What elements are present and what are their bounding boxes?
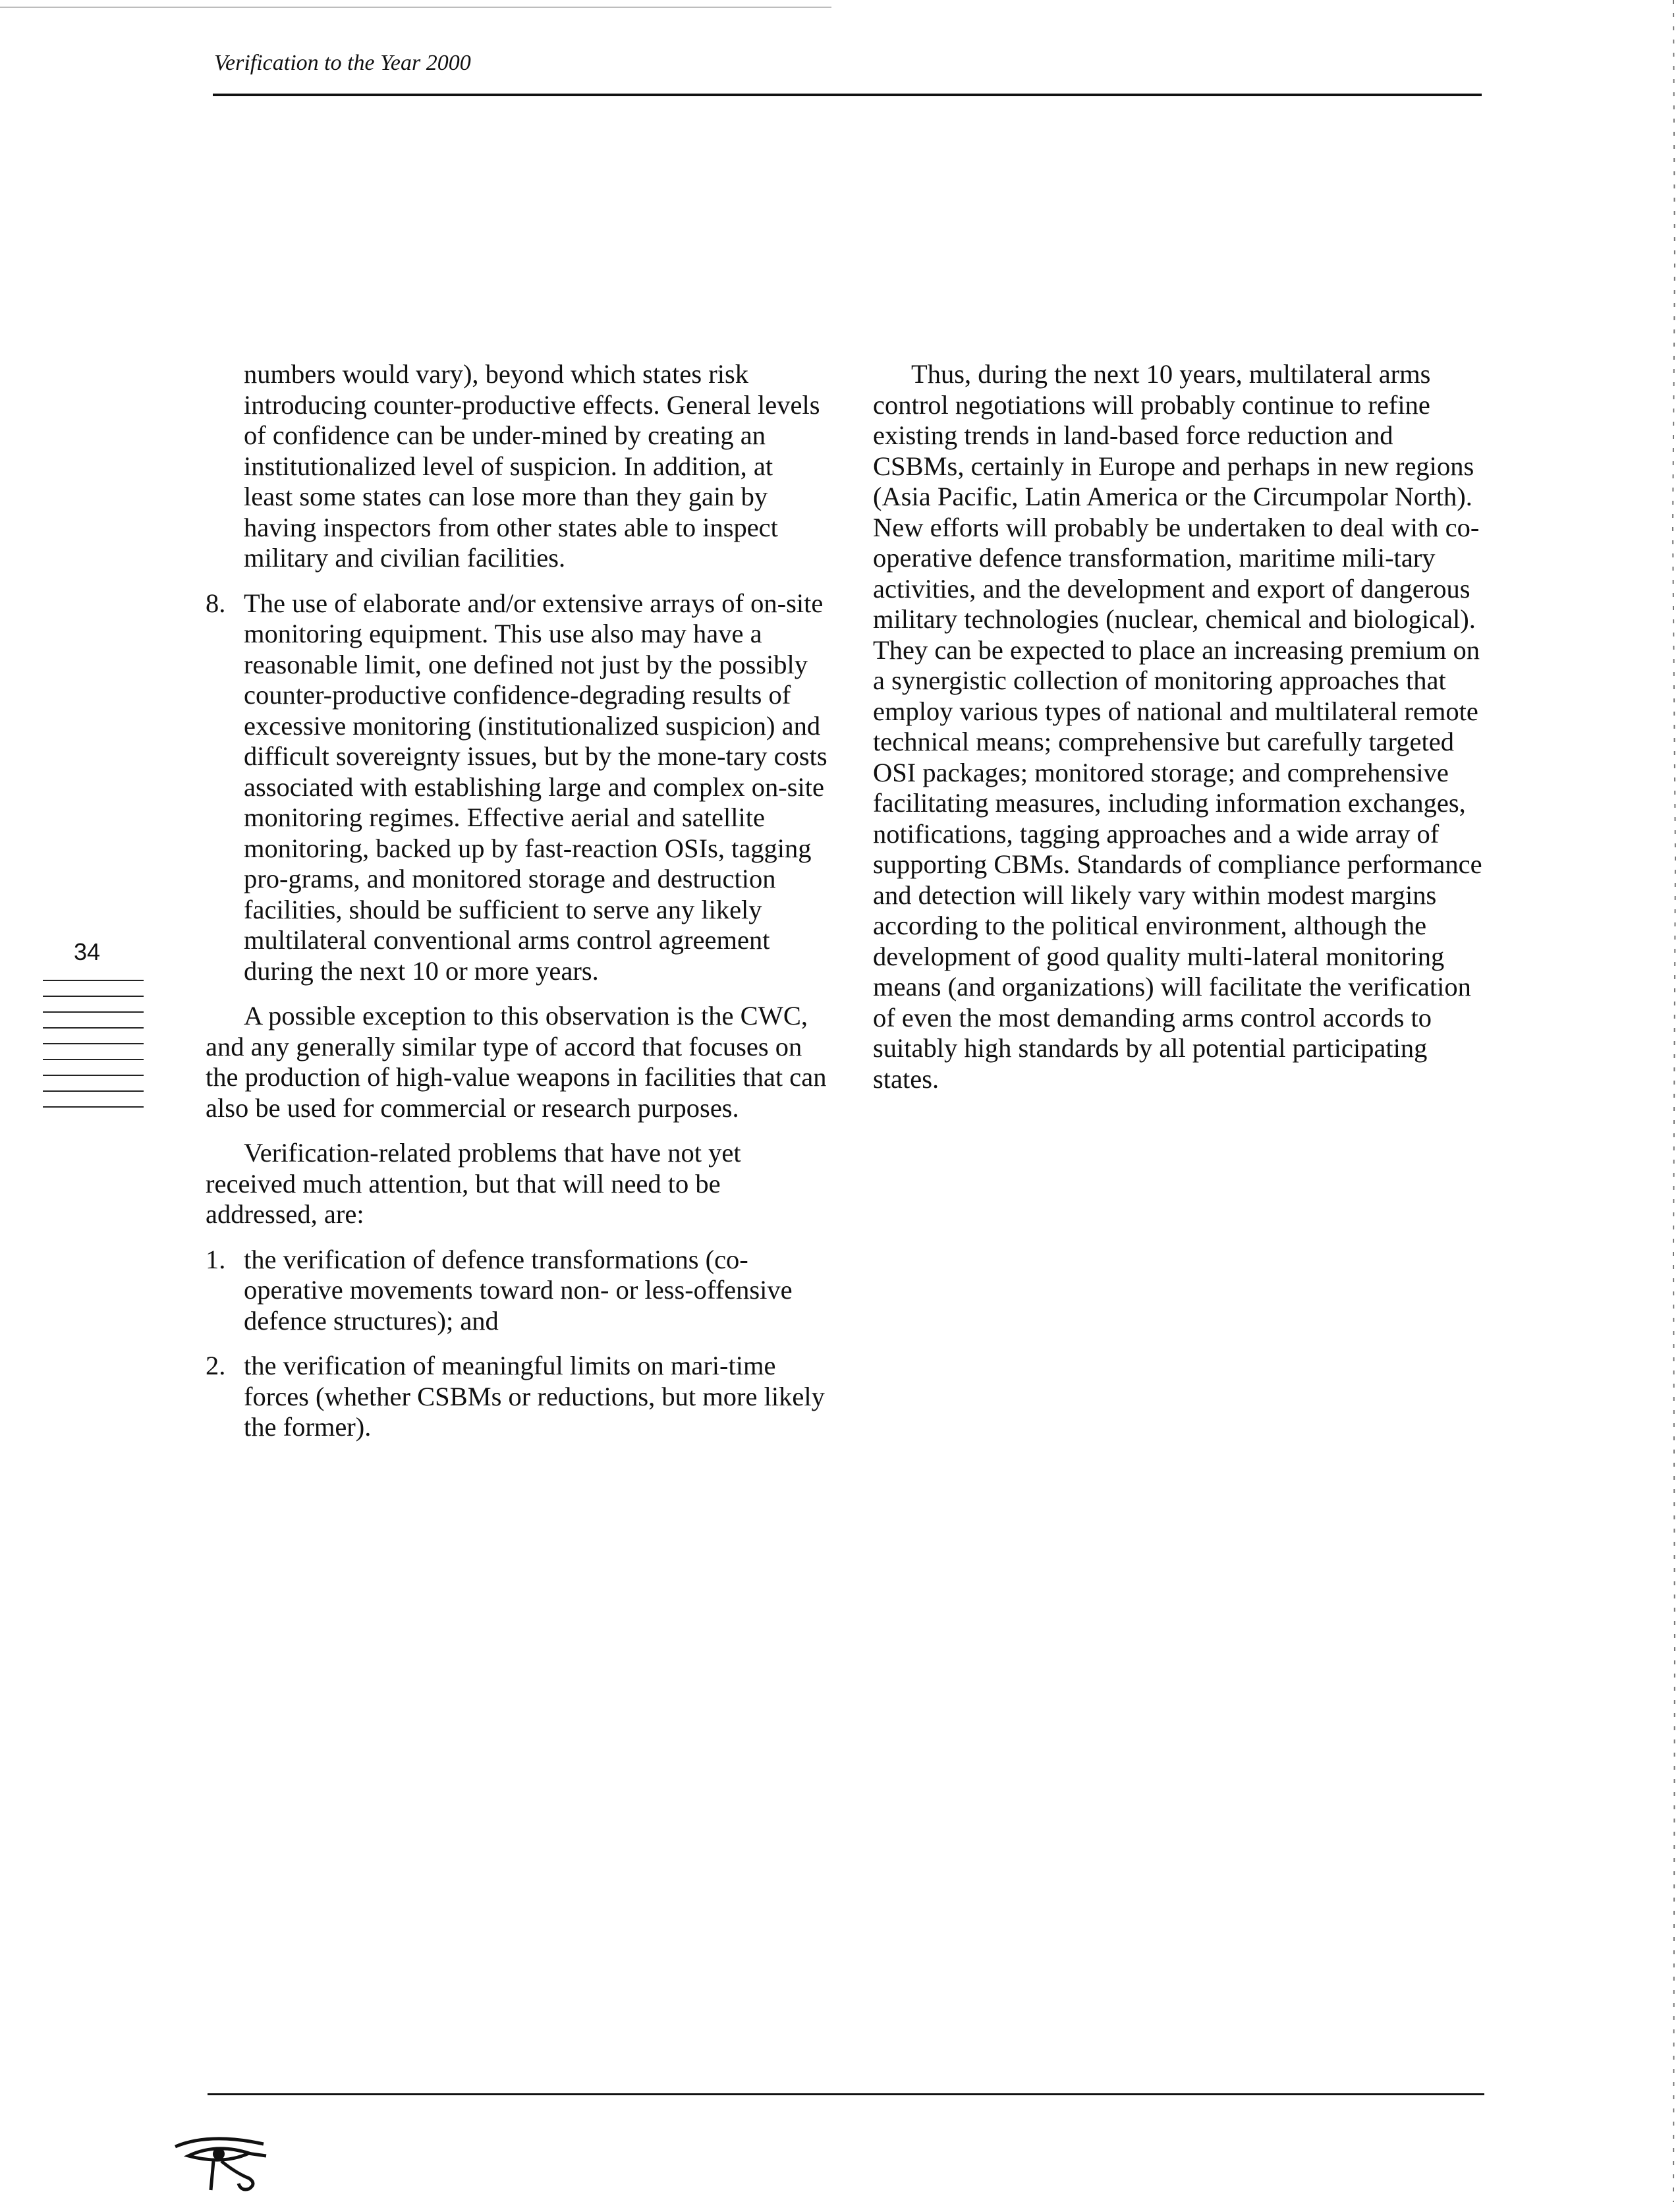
summary-paragraph: Thus, during the next 10 years, multilateral arms control negotiations will probably continue to refine existing trends in land-based force reduction and CSBMs, certainly in Europe and perhaps in new regions (Asia Pacific, Latin America or the Circumpolar North). New efforts will probably be undertaken to deal with co-operative defence transformation, maritime mili-tary activities, and the development and export of dangerous military technologies (nuclear, chemical and biological). They can be expected to place an increasing premium on a synergistic collection of monitoring approaches that employ various types of national and multilateral remote technical means; comprehensive but carefully targeted OSI packages; monitored storage; and comprehensive facilitating measures, including information exchanges, notifications, tagging approaches and a wide array of supporting CBMs. Standards of compliance performance and detection will likely vary within modest margins according to the political environment, although the development of good quality multi-lateral monitoring means (and organizations) will facilitate the verification of even the most demanding arms control accords to suitably high standards by all potential participating states. [873, 359, 1482, 1094]
numbered-item-8 [206, 588, 828, 987]
margin-rule [43, 1075, 144, 1076]
margin-rule [43, 980, 144, 981]
list-item-1 [206, 1245, 828, 1337]
margin-rule [43, 1090, 144, 1092]
eye-of-horus-icon [170, 2127, 269, 2193]
item-number: 8. [206, 588, 226, 618]
item-number: 2. [206, 1351, 226, 1380]
margin-rule [43, 1106, 144, 1108]
problems-paragraph: Verification-related problems that have not yet received much attention, but that will need to be addressed, are: [206, 1138, 741, 1229]
item-text: The use of elaborate and/or extensive arrays of on-site monitoring equipment. This use also may have a reasonable limit, one defined not just by the possibly counter-productive confidence-degrading results of excessive monitoring (institutionalized suspicion) and difficult sovereignty issues, but by the mone-tary costs associated with establishing large and complex on-site monitoring regimes. Effective aerial and satellite monitoring, backed up by fast-reaction OSIs, tagging pro-grams, and monitored storage and destruction facilities, should be sufficient to serve any likely multilateral conventional arms control agreement during the next 10 or more years. [244, 588, 827, 986]
header-rule [213, 94, 1482, 96]
margin-rule [43, 1043, 144, 1044]
margin-rule [43, 1027, 144, 1029]
continuation-paragraph: numbers would vary), beyond which states risk introducing counter-productive effects. General levels of confidence can be under-mined by creating an institutionalized level of suspicion. In addition, at least some states can lose more than they gain by having inspectors from other states able to inspect military and civilian facilities. [244, 359, 820, 573]
margin-rule [43, 1011, 144, 1013]
exception-paragraph: A possible exception to this observation is the CWC, and any generally similar type of accord that focuses on the production of high-value weapons in facilities that can also be used for commercial or research purposes. [206, 1001, 827, 1123]
scan-edge-marks [1660, 0, 1680, 2202]
page-number: 34 [74, 938, 101, 965]
margin-rules [43, 980, 144, 1122]
running-title: Verification to the Year 2000 [214, 51, 471, 75]
margin-rule [43, 996, 144, 997]
list-item-2 [206, 1351, 828, 1443]
item-number: 1. [206, 1244, 226, 1274]
item-text: the verification of defence transformations (co-operative movements toward non- or less-offensive defence structures); and [244, 1244, 793, 1336]
top-scan-rule [0, 7, 831, 8]
footer-rule [208, 2093, 1484, 2095]
left-column [206, 359, 828, 1457]
item-text: the verification of meaningful limits on mari-time forces (whether CSBMs or reductions, but more likely the former). [244, 1351, 825, 1442]
right-column [873, 359, 1486, 1109]
margin-rule [43, 1059, 144, 1060]
